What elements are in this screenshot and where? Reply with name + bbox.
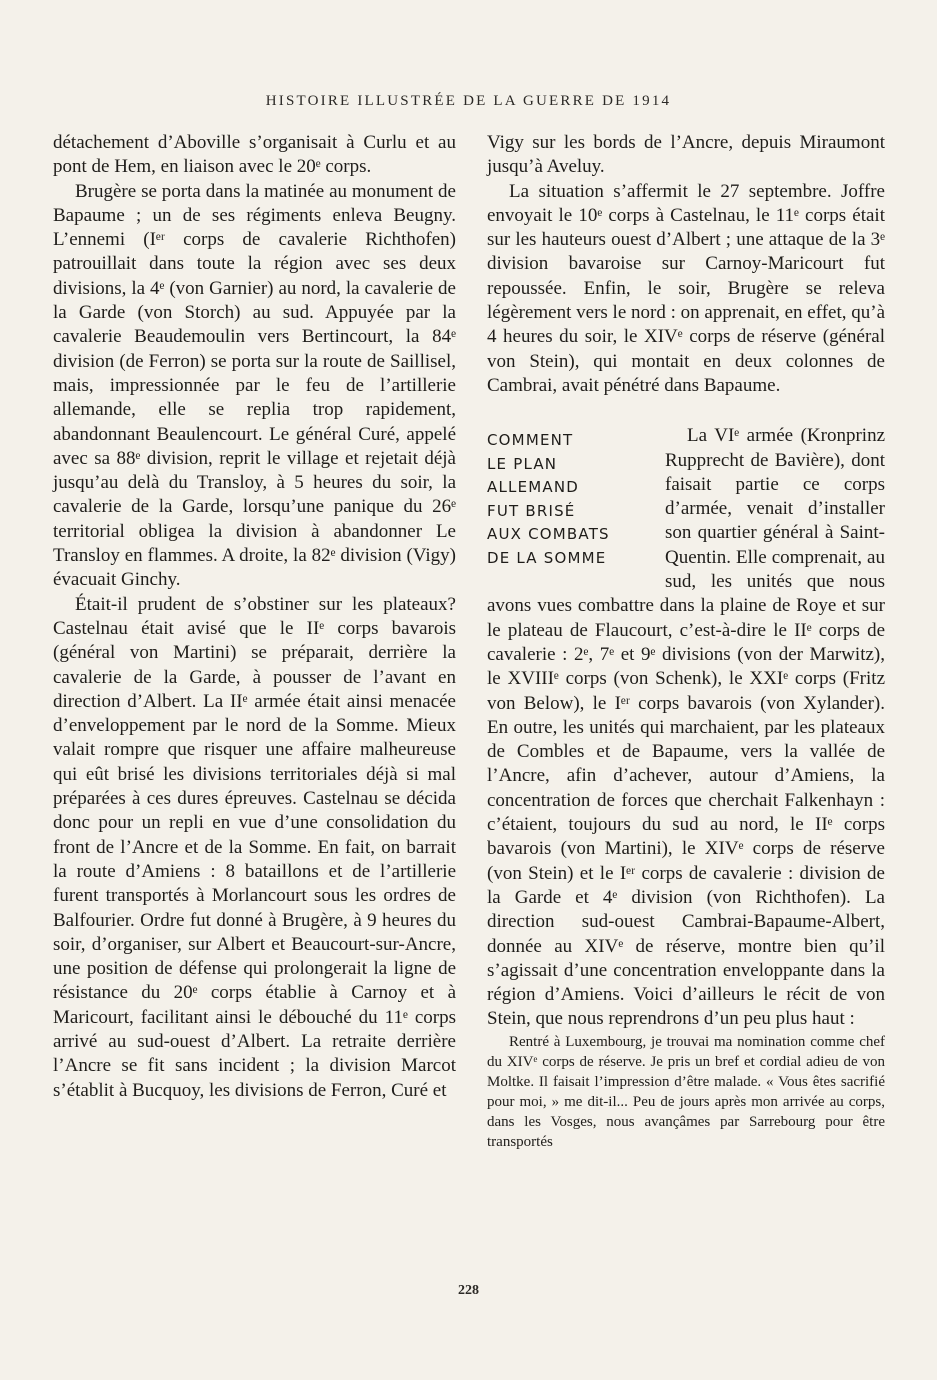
side-heading-line: FUT BRISÉ: [487, 501, 576, 520]
side-heading-line: LE PLAN: [487, 454, 558, 473]
running-head: HISTOIRE ILLUSTRÉE DE LA GUERRE DE 1914: [265, 93, 672, 109]
paragraph: détachement d’Aboville s’organisait à Curlu et au pont de Hem, en liaison avec le 20ᵉ corps.: [53, 132, 456, 178]
side-heading-line: ALLEMAND: [487, 478, 580, 497]
paragraph: La situation s’affermit le 27 septembre. Joffre envoyait le 10ᵉ corps à Castelnau, le 11ᵉ corps était sur les hauteurs ouest d’Albert ; une attaque de la 3ᵉ division bavaroise sur Carnoy-Maricourt fut repoussée. Enfin, le soir, Brugère se releva légèrement vers le nord : on apprenait, en effet, qu’à 4 heures du soir, le XIVᵉ corps de réserve (général von Stein), qui montait en deux colonnes de Cambrai, avait pénétré dans Bapaume.: [487, 180, 885, 396]
paragraph: Brugère se porta dans la matinée au monument de Bapaume ; un de ses régiments enleva Beugny. L’ennemi (Iᵉʳ corps de cavalerie Richthofen) patrouillait dans toute la région avec ses deux divisions, la 4ᵉ (von Garnier) au nord, la cavalerie de la Garde (von Storch) au sud. Appuyée par la cavalerie Beaudemoulin vers Bertincourt, la 84ᵉ division (de Ferron) se porta sur la route de Saillisel, mais, impressionnée par le feu de l’artillerie allemande, elle se replia trop rapidement, abandonnant Beaulencourt. Le général Curé, appelé avec sa 88ᵉ division, reprit le village et rejetait déjà jusqu’au delà du Transloy, à 5 heures du soir, la cavalerie de la Garde, lorsqu’une panique du 26ᵉ territorial obligea la division à abandonner Le Transloy en flammes. A droite, la 82ᵉ division (Vigy) évacuait Ginchy.: [53, 180, 456, 591]
footnote-quote: Rentré à Luxembourg, je trouvai ma nomination comme chef du XIVᵉ corps de réserve. Je pris un bref et cordial adieu de von Moltke. Il faisait l’impression d’être malade. « Vous êtes sacrifié pour moi, » me dit-il... Peu de jours après mon arrivée au corps, dans les Vosges, nous avançâmes par Sarrebourg pour être transportés: [487, 1033, 885, 1150]
section-side-heading: [487, 429, 655, 570]
paragraph: Était-il prudent de s’obstiner sur les plateaux? Castelnau était avisé que le IIᵉ corps bavarois (général von Martini) se préparait, derrière la cavalerie de la Garde, à pousser de l’avant en direction d’Albert. La IIᵉ armée était ainsi menacée d’enveloppement par le nord de la Somme. Mieux valait rompre que risquer une affaire malheureuse qui eût brisé les divisions territoriales déjà si mal préparées à ces dures épreuves. Castelnau se décida donc pour un repli en vue d’une consolidation du front de l’Ancre et de la Somme. En fait, on barrait la route d’Amiens : 8 bataillons et de l’artillerie furent transportés à Morlancourt sous les ordres de Balfourier. Ordre fut donné à Brugère, à 9 heures du soir, d’organiser, sur Albert et Beaucourt-sur-Ancre, une position de défense qui prolongerait la ligne de résistance du 20ᵉ corps établie à Carnoy et à Maricourt, facilitant ainsi le débouché du 11ᵉ corps arrivé au sud-ouest d’Albert. La retraite derrière l’Ancre se fit sans incident ; la division Marcot s’établit à Bucquoy, les divisions de Ferron, Curé et: [53, 593, 456, 1101]
right-column: [487, 131, 885, 1152]
page-number: 228: [458, 1283, 479, 1298]
side-heading-line: DE LA SOMME: [487, 548, 607, 567]
side-heading-line: AUX COMBATS: [487, 525, 610, 544]
left-column: [53, 131, 456, 1103]
paragraph: Vigy sur les bords de l’Ancre, depuis Miraumont jusqu’à Aveluy.: [487, 132, 885, 178]
paragraph: La VIᵉ armée (Kronprinz Rupprecht de Bavière), dont faisait partie ce corps d’armée, venait d’installer son quartier général à Saint-Quentin. Elle comprenait, au sud, les unités que nous avons vues combattre dans la plaine de Roye et sur le plateau de Flaucourt, c’est-à-dire le IIᵉ corps de cavalerie : 2ᵉ, 7ᵉ et 9ᵉ divisions (von der Marwitz), le XVIIIᵉ corps (von Schenk), le XXIᵉ corps (Fritz von Below), le Iᵉʳ corps bavarois (von Xylander). En outre, les unités qui marchaient, par les plateaux de Combles et de Bapaume, vers la vallée de l’Ancre, afin d’achever, autour d’Amiens, la concentration de forces que cherchait Falkenhayn : c’étaient, toujours du sud au nord, le IIᵉ corps bavarois (von Martini), le XIVᵉ corps de réserve (von Stein) et le Iᵉʳ corps de cavalerie : division de la Garde et 4ᵉ division (von Richthofen). La direction sud-ouest Cambrai-Bapaume-Albert, donnée au XIVᵉ de réserve, montre bien qu’il s’agissait d’une concentration enveloppante dans la région d’Amiens. Voici d’ailleurs le récit de von Stein, que nous reprendrons d’un peu plus haut :: [487, 425, 885, 1030]
side-heading-line: COMMENT: [487, 431, 574, 450]
